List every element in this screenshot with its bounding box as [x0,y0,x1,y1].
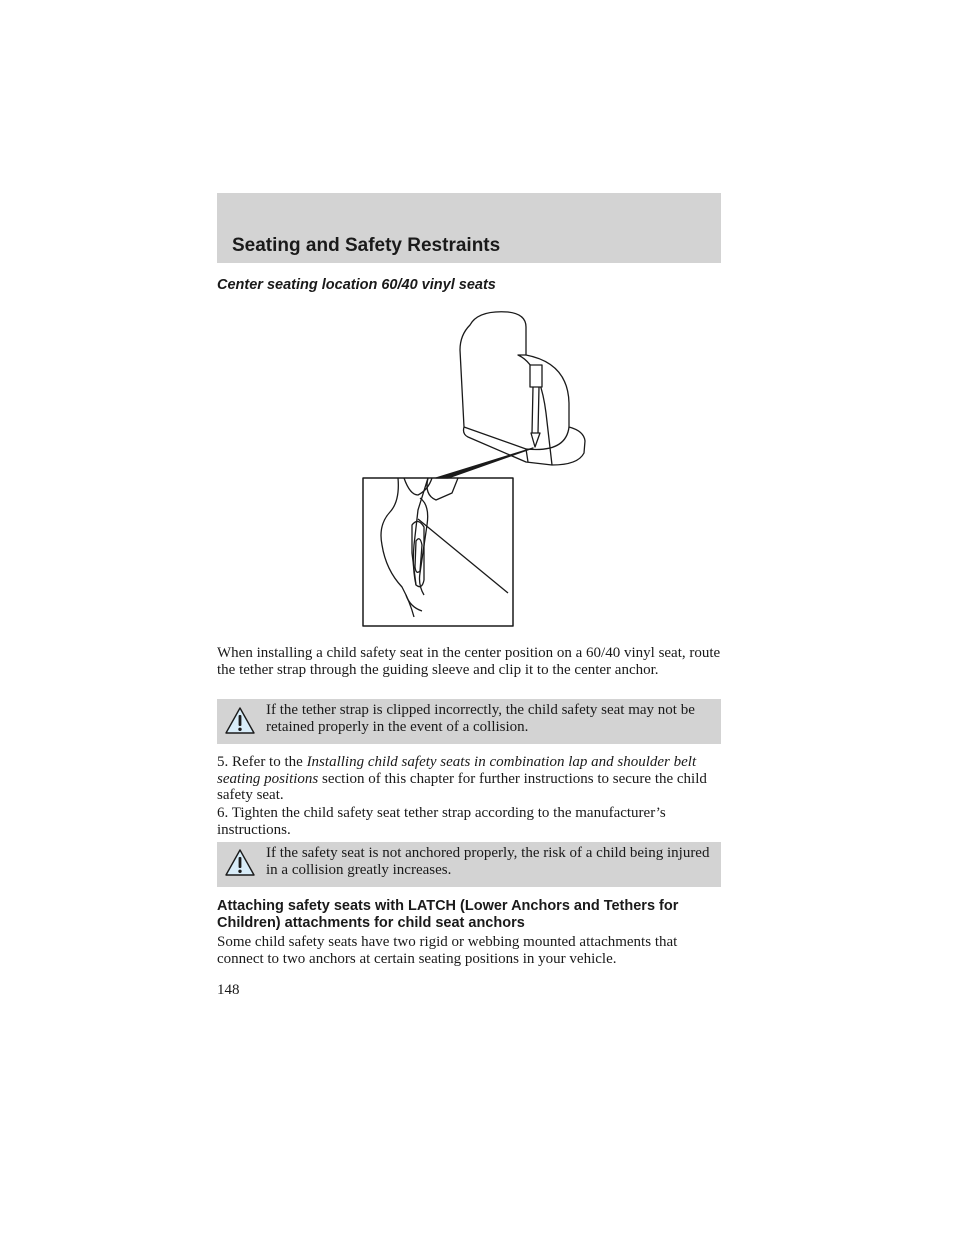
warning-triangle-icon [224,848,256,878]
step-5-paragraph [217,754,721,804]
seat-back [460,312,585,465]
warning-box-tether [217,699,721,744]
callout-wedge [436,448,533,478]
warning-text-anchoring: If the safety seat is not anchored properly, the risk of a child being injured in a collision greatly increases. [266,845,710,878]
step-6-paragraph: 6. Tighten the child safety seat tether strap according to the manufacturer’s instructions. [217,805,666,838]
step-5-section-reference: Installing child safety seats in combination lap and shoulder belt seating positions [217,754,697,787]
guiding-sleeve [530,365,542,387]
install-paragraph: When installing a child safety seat in the center position on a 60/40 vinyl seat, route the tether strap through the guiding sleeve and clip it to the center anchor. [217,645,721,678]
figure-subheading: Center seating location 60/40 vinyl seats [217,277,496,293]
warning-text-tether: If the tether strap is clipped incorrectly, the child safety seat may not be retained properly in the event of a collision. [266,702,695,735]
latch-section-heading: Attaching safety seats with LATCH (Lower Anchors and Tethers for Children) attachments for child seat anchors [217,898,679,931]
step-5-suffix: section of this chapter for further instructions to secure the child safety seat. [217,770,707,804]
seat-tether-illustration [340,305,600,630]
latch-paragraph: Some child safety seats have two rigid or webbing mounted attachments that connect to two anchors at certain seating positions in your vehicle. [217,934,678,967]
header-band [217,193,721,263]
step-5-prefix: 5. Refer to the [217,754,307,770]
page-title: Seating and Safety Restraints [232,235,501,256]
detail-frame [363,478,513,626]
warning-box-anchoring [217,842,721,887]
page-number: 148 [217,982,240,998]
warning-triangle-icon [224,706,256,736]
